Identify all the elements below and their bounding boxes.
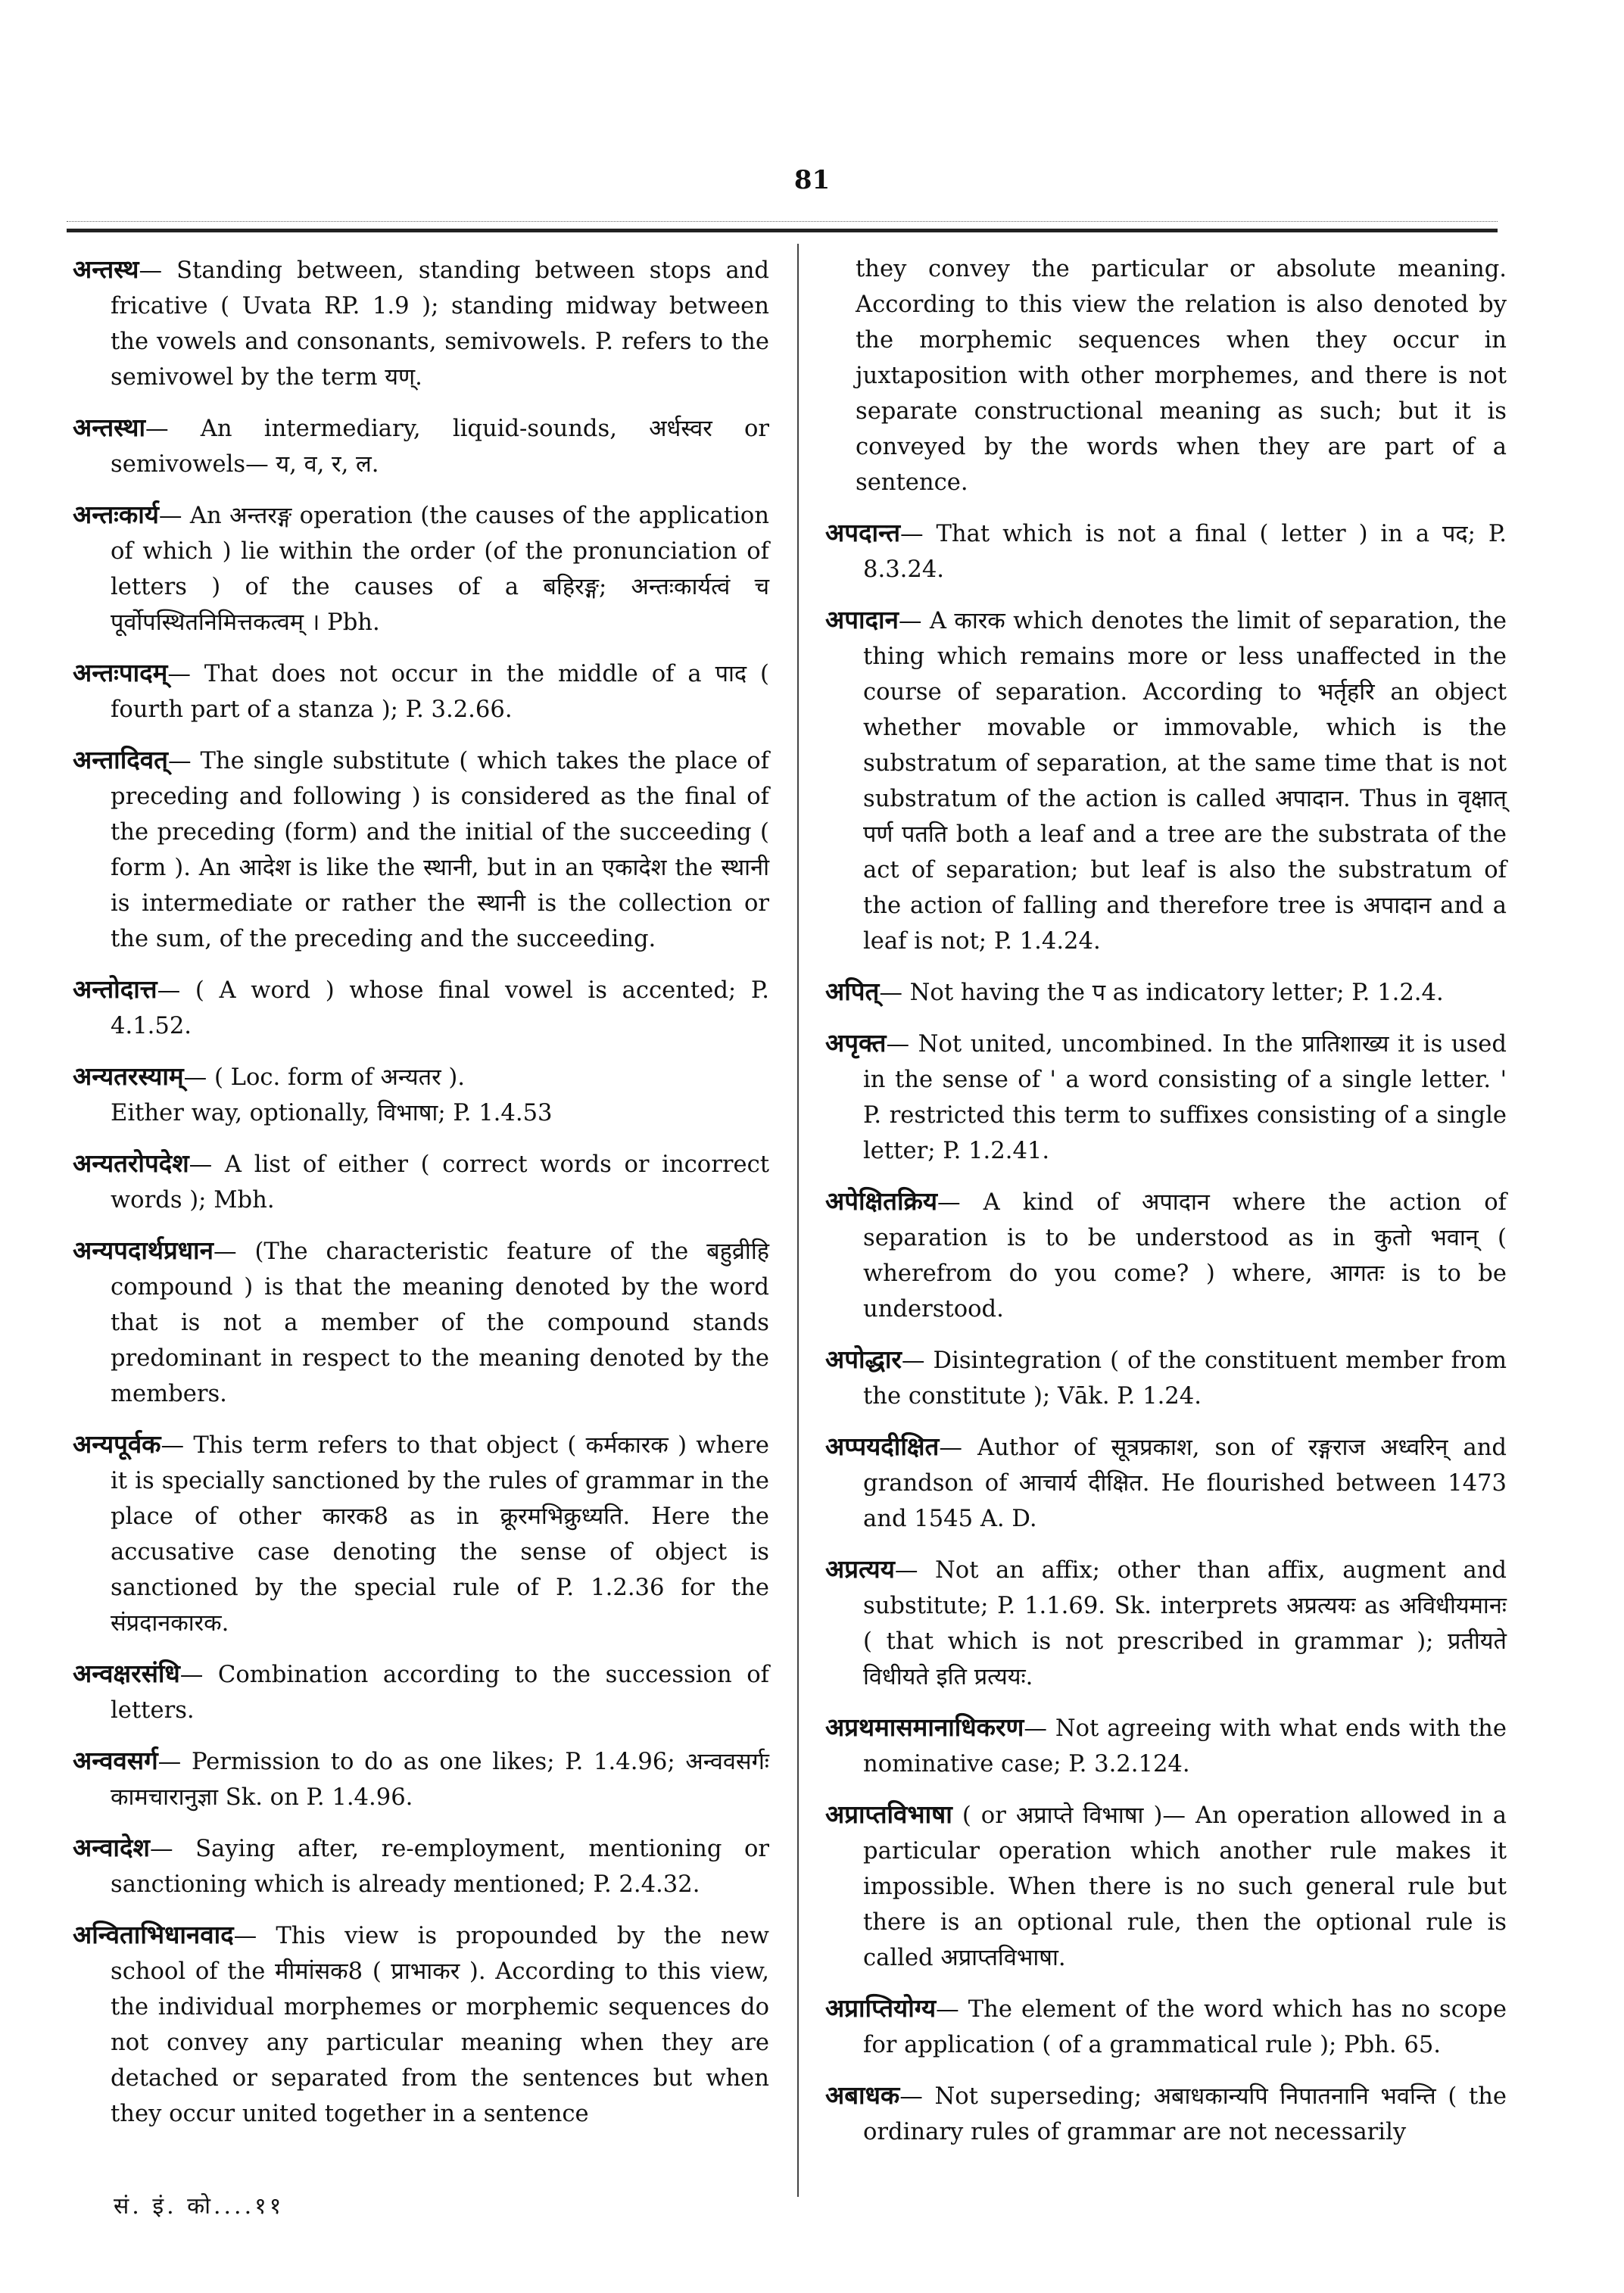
entry-headword: अन्तस्था [73, 413, 145, 442]
dictionary-entry [825, 1183, 1507, 1327]
entry-definition: — Author of सूत्रप्रकाश, son of रङ्गराज अध्वरिन् and grandson of आचार्य दीक्षित. He flourished between 1473 and 1545 A. D. [863, 1435, 1507, 1532]
entry-definition: they convey the particular or absolute meaning. According to this view the relation is also denoted by the morphemic sequences when they occur in juxtaposition with other morphemes, and there is not separate constructional meaning as such; but it is conveyed by the words when they are part of a sentence. [856, 256, 1507, 496]
entry-definition: — Disintegration ( of the constituent member from the constitute ); Vāk. P. 1.24. [863, 1347, 1507, 1410]
dictionary-entry [825, 2077, 1507, 2150]
entry-headword: अन्वक्षरसंधि [73, 1659, 180, 1688]
entry-definition: — An अन्तरङ्ग operation (the causes of the application of which ) lie within the order (of the pronunciation of letters ) of the causes of a बहिरङ्ग; अन्तःकार्यत्वं च पूर्वोपस्थितनिमित्तकत्वम् । Pbh. [111, 503, 769, 636]
left-column [73, 251, 769, 2146]
entry-definition: — Combination according to the succession of letters. [111, 1662, 769, 1724]
entry-headword: अन्ववसर्ग [73, 1746, 158, 1775]
entry-headword: अन्तोदात्त [73, 974, 157, 1004]
entry-definition: — Permission to do as one likes; P. 1.4.96; अन्ववसर्गः कामचारानुज्ञा Sk. on P. 1.4.96. [111, 1749, 769, 1811]
entry-definition: — The single substitute ( which takes the place of preceding and following ) is considered as the final of the preceding (form) and the initial of the succeeding ( form ). An आदेश is like the स्थानी, but in an एकादेश the स्थानी is intermediate or rather the स्थानी is the collection or the sum, of the preceding and the succeeding. [111, 748, 769, 952]
dictionary-entry [73, 1232, 769, 1412]
entry-headword: अन्तस्थ [73, 254, 139, 284]
entry-headword: अप्पयदीक्षित [825, 1432, 940, 1461]
entry-headword: अन्यतरोपदेश [73, 1148, 189, 1178]
entry-definition: — This term refers to that object ( कर्मकारक ) where it is specially sanctioned by the rules of grammar in the place of other कारक8 as in क्रूरमभिक्रुध्यति. Here the accusative case denoting the sense of object is sanctioned by the special rule of P. 1.2.36 for the संप्रदानकारक. [111, 1432, 769, 1637]
column-divider [797, 244, 799, 2197]
entry-headword: अप्राप्तियोग्य [825, 1993, 937, 2023]
entry-definition: — The element of the word which has no scope for application ( of a grammatical rule ); Pbh. 65. [863, 1996, 1507, 2058]
entry-headword: अप्रत्यय [825, 1554, 895, 1584]
entry-headword: अन्तःकार्य [73, 500, 159, 529]
entry-definition: — That does not occur in the middle of a पाद ( fourth part of a stanza ); P. 3.2.66. [111, 661, 769, 723]
dictionary-entry [73, 1656, 769, 1728]
dictionary-entry [73, 1058, 769, 1131]
right-column [825, 251, 1507, 2164]
dictionary-entry [825, 1428, 1507, 1537]
entry-definition: — This view is propounded by the new school of the मीमांसक8 ( प्राभाकर ). According to this view, the individual morphemes or morphemic sequences do not convey any particular meaning when they are detached or separated from the sentences but when they occur united together in a sentence [111, 1923, 769, 2127]
dictionary-entry [73, 497, 769, 640]
entry-headword: अन्यपदार्थप्रधान [73, 1235, 214, 1265]
entry-definition: — ( A word ) whose final vowel is accented; P. 4.1.52. [111, 977, 769, 1039]
dictionary-entry [73, 1917, 769, 2132]
entry-definition: — Not superseding; अबाधकान्यपि निपातनानि भवन्ति ( the ordinary rules of grammar are not necessarily [863, 2083, 1507, 2145]
entry-headword: अपित् [825, 977, 880, 1006]
dictionary-entry [825, 1341, 1507, 1414]
entry-headword: अन्तःपादम् [73, 658, 168, 687]
entry-definition: — A kind of अपादान where the action of separation is to be understood as in कुतो भवान् ( wherefrom do you come? ) where, आगतः is to be understood. [863, 1189, 1507, 1323]
dictionary-entry [73, 251, 769, 395]
dictionary-entry [825, 251, 1507, 500]
entry-definition: — That which is not a final ( letter ) in a पद; P. 8.3.24. [863, 521, 1507, 583]
entry-headword: अपोद्धार [825, 1344, 902, 1374]
header-rule-dotted [67, 221, 1498, 222]
entry-definition: — (The characteristic feature of the बहुव्रीहि compound ) is that the meaning denoted by the word that is not a member of the compound stands predominant in respect to the meaning denoted by the members. [111, 1238, 769, 1407]
entry-headword: अपेक्षितक्रिय [825, 1186, 938, 1216]
entry-headword: अन्यतरस्याम् [73, 1061, 184, 1091]
dictionary-entry [73, 1426, 769, 1641]
dictionary-entry [73, 1830, 769, 1902]
entry-definition: — A कारक which denotes the limit of separation, the thing which remains more or less unaffected in the course of separation. According to भर्तृहरि an object whether movable or immovable, which is the substratum of separation, at the same time that is not substratum of the action is called अपादान. Thus in वृक्षात् पर्ण पतति both a leaf and a tree are the substrata of the act of separation; but leaf is also the substratum of the action of falling and therefore tree is अपादान and a leaf is not; P. 1.4.24. [863, 608, 1507, 955]
entry-definition: — Standing between, standing between stops and fricative ( Uvata RP. 1.9 ); standing midway between the vowels and consonants, semivowels. P. refers to the semivowel by the term यण्. [111, 257, 769, 391]
entry-headword: अन्विताभिधानवाद [73, 1920, 234, 1949]
entry-definition: — A list of either ( correct words or incorrect words ); Mbh. [111, 1151, 769, 1213]
dictionary-entry [73, 410, 769, 482]
dictionary-entry [73, 742, 769, 957]
entry-definition: — Not an affix; other than affix, augment and substitute; P. 1.1.69. Sk. interprets अप्रत्ययः as अविधीयमानः ( that which is not prescribed in grammar ); प्रतीयते विधीयते इति प्रत्ययः. [863, 1557, 1507, 1690]
entry-headword: अन्वादेश [73, 1833, 150, 1862]
entry-definition: — Not united, uncombined. In the प्रातिशाख्य it is used in the sense of ' a word consisting of a single letter. ' P. restricted this term to suffixes consisting of a single letter; P. 1.2.41. [863, 1031, 1507, 1164]
entry-definition: — Not agreeing with what ends with the nominative case; P. 3.2.124. [863, 1715, 1507, 1777]
header-rule [67, 229, 1498, 232]
dictionary-entry [73, 1145, 769, 1218]
dictionary-entry [73, 1743, 769, 1815]
page-footer-signature: सं. इं. को....११ [114, 2193, 285, 2220]
dictionary-entry [73, 971, 769, 1044]
entry-definition: — ( Loc. form of अन्यतर ). [183, 1064, 466, 1091]
entry-headword: अपादान [825, 605, 899, 634]
dictionary-entry [825, 1551, 1507, 1695]
entry-definition: ( or अप्राप्ते विभाषा )— An operation allowed in a particular operation which another rule makes it impossible. When there is no such general rule but there is an optional rule, then the optional rule is called अप्राप्तविभाषा. [863, 1802, 1507, 1971]
dictionary-entry [825, 1990, 1507, 2063]
entry-extra-line: Either way, optionally, विभाषा; P. 1.4.53 [111, 1100, 553, 1126]
dictionary-entry [825, 515, 1507, 587]
entry-definition: — Saying after, re-employment, mentioning or sanctioning which is already mentioned; P. 2.4.32. [111, 1836, 769, 1898]
entry-definition: — Not having the प as indicatory letter; P. 1.2.4. [879, 980, 1444, 1006]
entry-headword: अन्यपूर्वक [73, 1429, 161, 1459]
entry-headword: अन्तादिवत् [73, 745, 168, 774]
dictionary-entry [825, 1796, 1507, 1976]
page-number: 81 [793, 165, 831, 195]
entry-headword: अबाधक [825, 2080, 900, 2110]
dictionary-entry [825, 974, 1507, 1011]
entry-definition: — An intermediary, liquid-sounds, अर्धस्वर or semivowels— य, व, र, ल. [111, 416, 769, 478]
entry-headword: अप्रथमासमानाधिकरण [825, 1712, 1024, 1742]
entry-headword: अपृक्त [825, 1028, 887, 1058]
dictionary-entry [825, 1709, 1507, 1782]
dictionary-entry [825, 1025, 1507, 1169]
entry-headword: अपदान्त [825, 518, 900, 547]
dictionary-entry [73, 655, 769, 727]
entry-headword: अप्राप्तविभाषा [825, 1799, 952, 1829]
dictionary-entry [825, 602, 1507, 959]
